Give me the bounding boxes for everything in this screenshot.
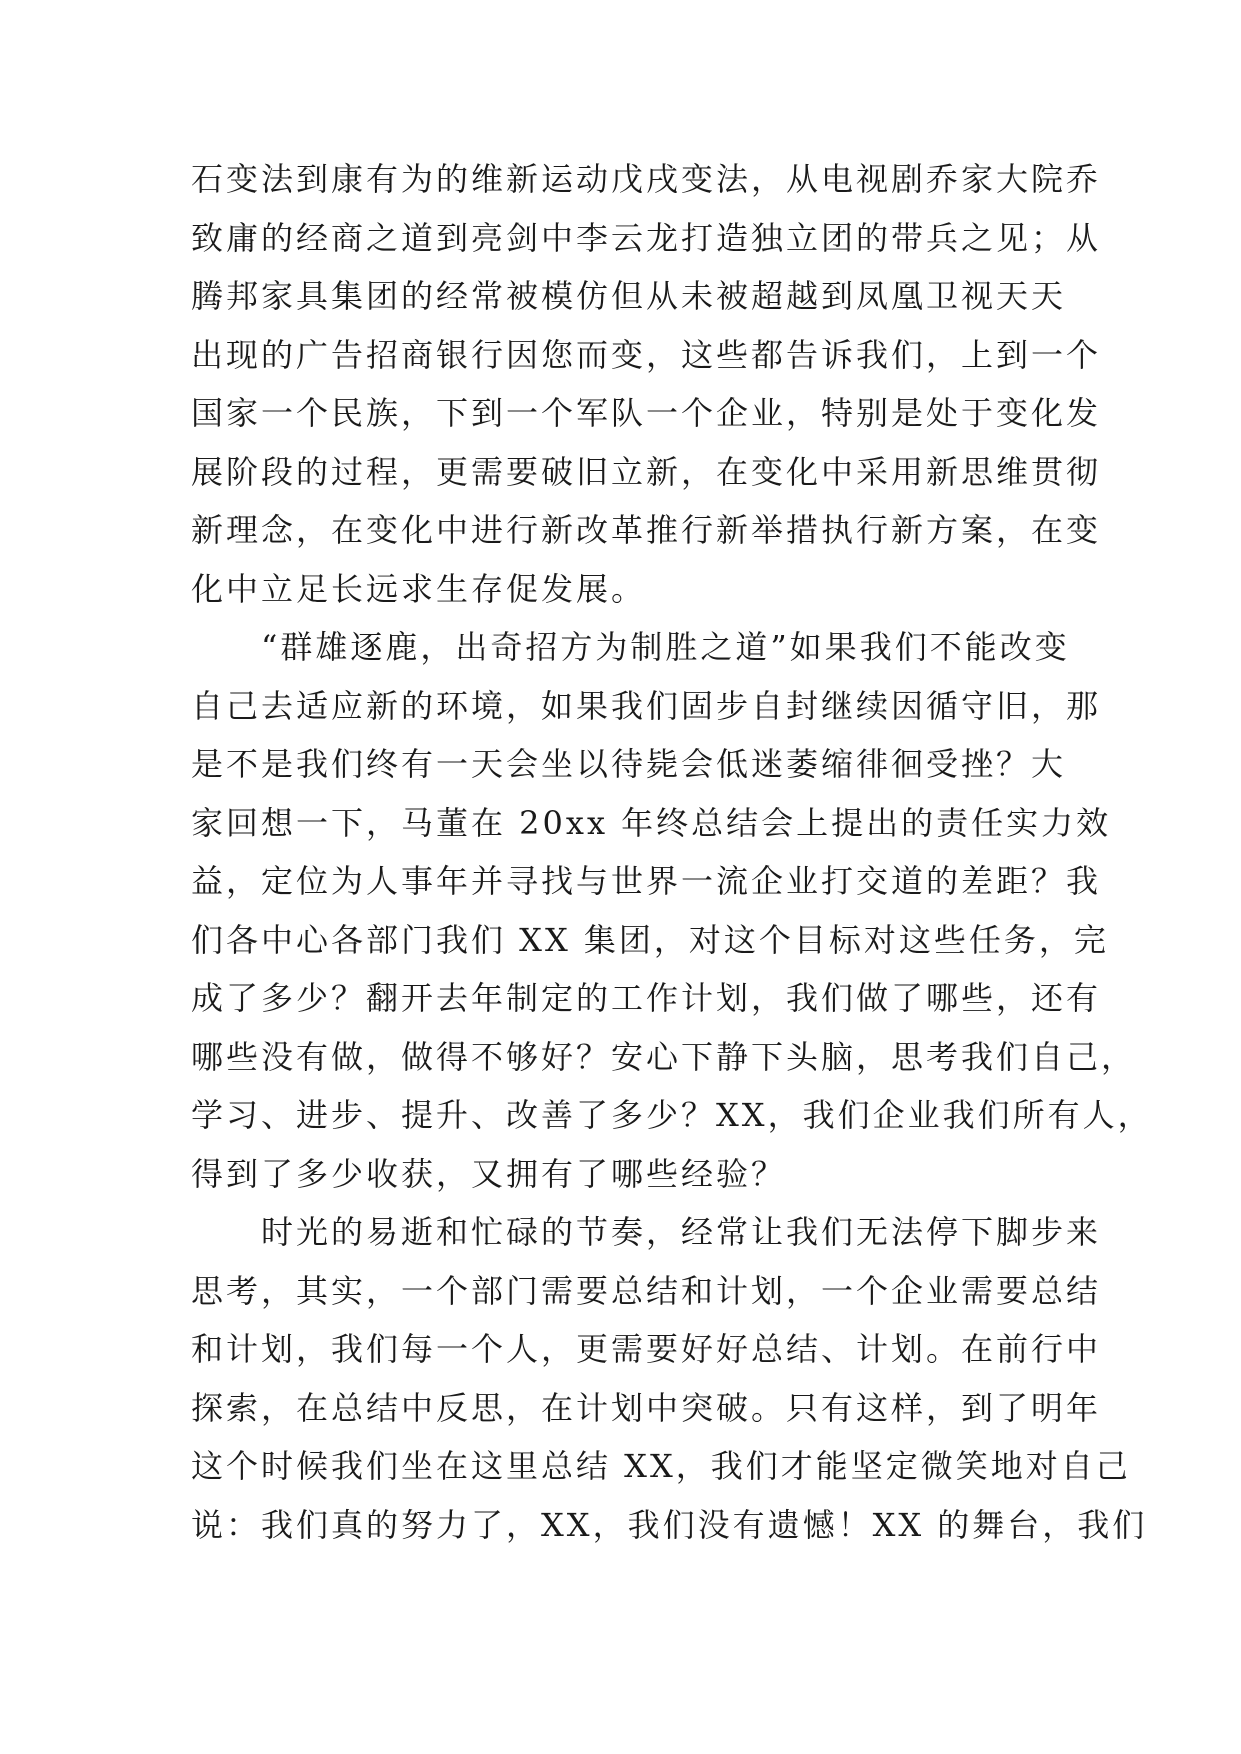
paragraph-2 bbox=[191, 618, 1153, 1203]
text-line: 新理念，在变化中进行新改革推行新举措执行新方案，在变 bbox=[191, 511, 1102, 549]
text-line: 思考，其实，一个部门需要总结和计划，一个企业需要总结 bbox=[191, 1271, 1102, 1310]
text-line: “群雄逐鹿，出奇招方为制胜之道”如果我们不能改变 bbox=[191, 628, 1070, 666]
text-line: 哪些没有做，做得不够好？安心下静下头脑，思考我们自己， bbox=[191, 1037, 1137, 1076]
text-line: 致庸的经商之道到亮剑中李云龙打造独立团的带兵之见；从 bbox=[191, 218, 1102, 257]
body-text bbox=[191, 150, 1153, 1554]
text-line: 是不是我们终有一天会坐以待毙会低迷萎缩徘徊受挫？大 bbox=[191, 745, 1067, 783]
text-line: 石变法到康有为的维新运动戊戌变法，从电视剧乔家大院乔 bbox=[191, 160, 1102, 198]
text-line: 成了多少？翻开去年制定的工作计划，我们做了哪些，还有 bbox=[191, 979, 1102, 1017]
paragraph-1 bbox=[191, 150, 1102, 618]
text-line: 得到了多少收获，又拥有了哪些经验？ bbox=[191, 1154, 787, 1193]
text-line: 国家一个民族，下到一个军队一个企业，特别是处于变化发 bbox=[191, 394, 1102, 432]
text-line: 出现的广告招商银行因您而变，这些都告诉我们，上到一个 bbox=[191, 335, 1102, 374]
text-line: 们各中心各部门我们 XX 集团，对这个目标对这些任务，完 bbox=[191, 920, 1109, 959]
text-line: 自己去适应新的环境，如果我们固步自封继续因循守旧，那 bbox=[191, 686, 1102, 725]
text-line: 腾邦家具集团的经常被模仿但从未被超越到凤凰卫视天天 bbox=[191, 277, 1067, 315]
text-line: 学习、进步、提升、改善了多少？XX，我们企业我们所有人， bbox=[191, 1096, 1153, 1134]
paragraph-3 bbox=[191, 1203, 1148, 1554]
text-line: 探索，在总结中反思，在计划中突破。只有这样，到了明年 bbox=[191, 1388, 1102, 1427]
text-line: 说：我们真的努力了，XX，我们没有遗憾！XX 的舞台，我们 bbox=[191, 1505, 1148, 1544]
text-line: 时光的易逝和忙碌的节奏，经常让我们无法停下脚步来 bbox=[191, 1213, 1102, 1251]
text-line: 展阶段的过程，更需要破旧立新，在变化中采用新思维贯彻 bbox=[191, 452, 1102, 491]
text-line: 家回想一下，马董在 20xx 年终总结会上提出的责任实力效 bbox=[191, 803, 1112, 842]
text-line: 这个时候我们坐在这里总结 XX，我们才能坚定微笑地对自己 bbox=[191, 1447, 1131, 1485]
text-line: 和计划，我们每一个人，更需要好好总结、计划。在前行中 bbox=[191, 1330, 1102, 1368]
text-line: 益，定位为人事年并寻找与世界一流企业打交道的差距？我 bbox=[191, 862, 1102, 900]
text-line: 化中立足长远求生存促发展。 bbox=[191, 569, 647, 608]
